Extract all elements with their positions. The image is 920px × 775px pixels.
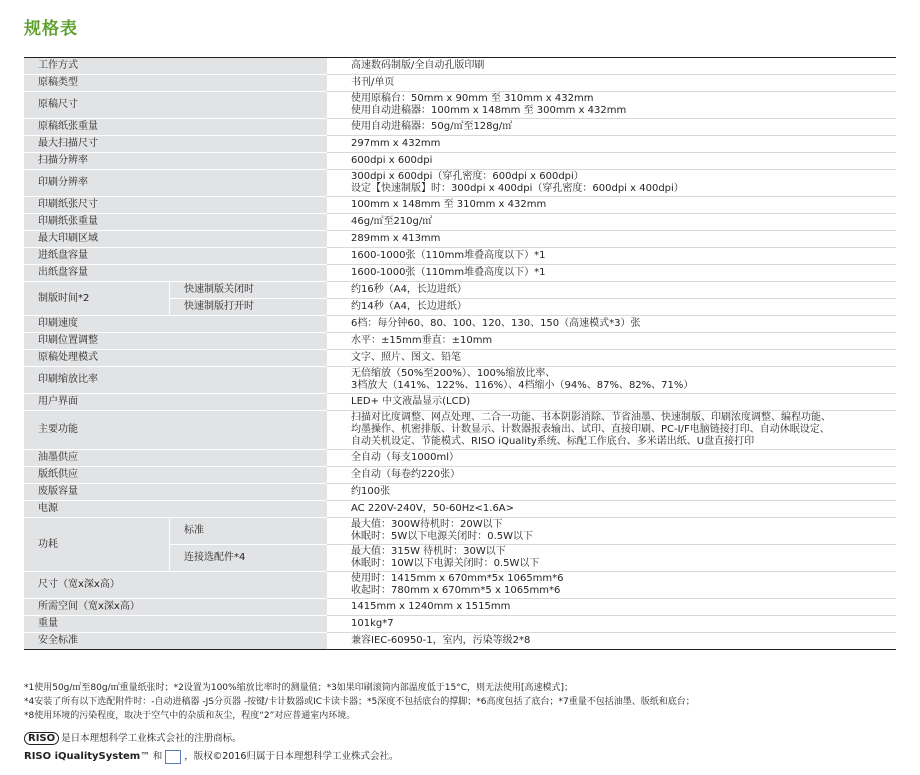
spec-row bbox=[24, 136, 896, 153]
spec-label: 所需空间（宽x深x高） bbox=[24, 599, 327, 616]
spec-value bbox=[327, 299, 896, 316]
spec-value bbox=[327, 153, 896, 170]
spec-value-line: 文字、照片、图文、铅笔 bbox=[351, 352, 461, 363]
spec-label: 安全标准 bbox=[24, 633, 327, 650]
spec-value bbox=[327, 572, 896, 599]
riso-logo: RISO bbox=[24, 732, 59, 745]
spec-label: 工作方式 bbox=[24, 58, 327, 75]
spec-value-line: 约14秒（A4，长边进纸） bbox=[351, 301, 467, 312]
spec-label: 最大扫描尺寸 bbox=[24, 136, 327, 153]
spec-row bbox=[24, 616, 896, 633]
spec-value bbox=[327, 265, 896, 282]
spec-row bbox=[24, 572, 896, 599]
spec-row bbox=[24, 282, 896, 299]
spec-row bbox=[24, 350, 896, 367]
spec-label: 进纸盘容量 bbox=[24, 248, 327, 265]
spec-row bbox=[24, 501, 896, 518]
spec-value-line: 约100张 bbox=[351, 486, 391, 497]
footnote-line: *8使用环境的污染程度，取决于空气中的杂质和灰尘，程度“2”对应普通室内环境。 bbox=[24, 711, 356, 721]
spec-value bbox=[327, 119, 896, 136]
spec-row bbox=[24, 248, 896, 265]
spec-label: 印刷纸张尺寸 bbox=[24, 197, 327, 214]
spec-value-line: 全自动（每卷约220张） bbox=[351, 469, 461, 480]
spec-value bbox=[327, 467, 896, 484]
spec-row bbox=[24, 119, 896, 136]
spec-label: 功耗 bbox=[24, 518, 170, 572]
spec-value bbox=[327, 333, 896, 350]
spec-row bbox=[24, 153, 896, 170]
spec-label: 尺寸（宽x深x高） bbox=[24, 572, 327, 599]
spec-sublabel: 标准 bbox=[170, 518, 328, 545]
spec-label: 印刷分辨率 bbox=[24, 170, 327, 197]
spec-row bbox=[24, 197, 896, 214]
spec-value bbox=[327, 58, 896, 75]
spec-value-line: 设定【快速制版】时：300dpi x 400dpi（穿孔密度：600dpi x 400dpi） bbox=[351, 183, 684, 194]
spec-value bbox=[327, 633, 896, 650]
spec-value bbox=[327, 501, 896, 518]
spec-value bbox=[327, 136, 896, 153]
spec-value-line: 书刊/单页 bbox=[351, 77, 395, 88]
spec-row bbox=[24, 484, 896, 501]
spec-value-line: 使用时：1415mm x 670mm*5x 1065mm*6 bbox=[351, 573, 564, 584]
spec-value bbox=[327, 484, 896, 501]
spec-label: 出纸盘容量 bbox=[24, 265, 327, 282]
spec-value-line: 约16秒（A4，长边进纸） bbox=[351, 284, 467, 295]
spec-row bbox=[24, 518, 896, 545]
spec-value-line: 600dpi x 600dpi bbox=[351, 155, 433, 166]
spec-value bbox=[327, 197, 896, 214]
footnote-line: *4安装了所有以下选配附件时：-自动进稿器 -JS分页器 -按键/卡计数器或IC卡读卡器；*5深度不包括底台的撑脚；*6高度包括了底台；*7重量不包括油墨、版纸和底台； bbox=[24, 697, 695, 707]
spec-label: 印刷缩放比率 bbox=[24, 367, 327, 394]
spec-value-line: 使用原稿台：50mm x 90mm 至 310mm x 432mm bbox=[351, 93, 594, 104]
spec-value-line: 6档：每分钟60、80、100、120、130、150（高速模式*3）张 bbox=[351, 318, 641, 329]
spec-value bbox=[327, 367, 896, 394]
spec-value bbox=[327, 92, 896, 119]
spec-value bbox=[327, 282, 896, 299]
spec-label: 原稿处理模式 bbox=[24, 350, 327, 367]
spec-value-line: 3档放大（141%、122%、116%）、4档缩小（94%、87%、82%、71%） bbox=[351, 380, 694, 391]
spec-table bbox=[24, 57, 896, 650]
footnote-line: *1使用50g/㎡至80g/㎡重量纸张时；*2设置为100%缩放比率时的测量值；*3如果印刷滚筒内部温度低于15°C，则无法使用[高速模式]； bbox=[24, 683, 574, 693]
spec-value-line: 1600-1000张（110mm堆叠高度以下）*1 bbox=[351, 250, 546, 261]
spec-row bbox=[24, 316, 896, 333]
spec-value-line: 均墨操作、机密排版、计数显示、计数器报表输出、试印、直接印刷、PC-I/F电脑链接打印、自动休眠设定、 bbox=[351, 424, 830, 435]
spec-sublabel: 连接选配件*4 bbox=[170, 545, 328, 572]
spec-label: 版纸供应 bbox=[24, 467, 327, 484]
spec-label: 原稿尺寸 bbox=[24, 92, 327, 119]
and-text: 和 bbox=[152, 751, 163, 762]
spec-row bbox=[24, 214, 896, 231]
trademark-text: 是日本理想科学工业株式会社的注册商标。 bbox=[61, 733, 242, 744]
spec-row bbox=[24, 394, 896, 411]
spec-value bbox=[327, 411, 896, 450]
spec-row bbox=[24, 633, 896, 650]
spec-label: 电源 bbox=[24, 501, 327, 518]
spec-row bbox=[24, 58, 896, 75]
spec-value-line: 使用自动进稿器：50g/㎡至128g/㎡ bbox=[351, 121, 513, 132]
spec-value-line: 101kg*7 bbox=[351, 618, 394, 629]
spec-value-line: 289mm x 413mm bbox=[351, 233, 441, 244]
spec-value bbox=[327, 248, 896, 265]
spec-sublabel: 快速制版关闭时 bbox=[170, 282, 328, 299]
spec-label: 扫描分辨率 bbox=[24, 153, 327, 170]
spec-row bbox=[24, 170, 896, 197]
spec-value bbox=[327, 518, 896, 545]
trademark-line bbox=[24, 730, 398, 748]
spec-value-line: 兼容IEC-60950-1，室内，污染等级2*8 bbox=[351, 635, 531, 646]
spec-row bbox=[24, 265, 896, 282]
copyright-text: ，版权©2016归属于日本理想科学工业株式会社。 bbox=[184, 751, 399, 762]
spec-label: 制版时间*2 bbox=[24, 282, 170, 316]
spec-value-line: 使用自动进稿器：100mm x 148mm 至 300mm x 432mm bbox=[351, 105, 627, 116]
spec-row bbox=[24, 467, 896, 484]
spec-row bbox=[24, 599, 896, 616]
spec-label: 最大印刷区域 bbox=[24, 231, 327, 248]
spec-label: 废版容量 bbox=[24, 484, 327, 501]
spec-label: 印刷速度 bbox=[24, 316, 327, 333]
spec-value-line: 297mm x 432mm bbox=[351, 138, 441, 149]
spec-label: 印刷纸张重量 bbox=[24, 214, 327, 231]
spec-value-line: 无倍缩放（50%至200%）、100%缩放比率、 bbox=[351, 368, 556, 379]
spec-value-line: 高速数码制版/全自动孔版印刷 bbox=[351, 60, 485, 71]
spec-sublabel: 快速制版打开时 bbox=[170, 299, 328, 316]
spec-row bbox=[24, 411, 896, 450]
spec-row bbox=[24, 75, 896, 92]
spec-value-line: LED+ 中文液晶显示(LCD) bbox=[351, 396, 471, 407]
spec-row bbox=[24, 92, 896, 119]
spec-value bbox=[327, 450, 896, 467]
spec-value bbox=[327, 75, 896, 92]
spec-value bbox=[327, 545, 896, 572]
spec-label: 用户界面 bbox=[24, 394, 327, 411]
spec-value-line: 1415mm x 1240mm x 1515mm bbox=[351, 601, 511, 612]
spec-label: 原稿类型 bbox=[24, 75, 327, 92]
footer bbox=[24, 730, 398, 766]
spec-value bbox=[327, 599, 896, 616]
spec-value-line: 收起时：780mm x 670mm*5 x 1065mm*6 bbox=[351, 585, 561, 596]
spec-value-line: 46g/㎡至210g/㎡ bbox=[351, 216, 433, 227]
spec-value-line: 休眠时：10W以下电源关闭时：0.5W以下 bbox=[351, 558, 540, 569]
spec-value bbox=[327, 170, 896, 197]
trademark-icon bbox=[165, 750, 181, 764]
spec-value-line: 最大值：300W待机时：20W以下 bbox=[351, 519, 503, 530]
spec-value-line: 水平：±15mm垂直：±10mm bbox=[351, 335, 493, 346]
iquality-brand: RISO iQualitySystem bbox=[24, 751, 141, 762]
spec-label: 印刷位置调整 bbox=[24, 333, 327, 350]
spec-value-line: 最大值：315W 待机时：30W以下 bbox=[351, 546, 506, 557]
spec-value bbox=[327, 616, 896, 633]
copyright-line bbox=[24, 748, 398, 766]
spec-value-line: 自动关机设定、节能模式、RISO iQuality系统、标配工作底台、多米诺出纸、U盘直接打印 bbox=[351, 436, 755, 447]
spec-value-line: 1600-1000张（110mm堆叠高度以下）*1 bbox=[351, 267, 546, 278]
spec-value-line: 300dpi x 600dpi（穿孔密度：600dpi x 600dpi） bbox=[351, 171, 584, 182]
spec-label: 重量 bbox=[24, 616, 327, 633]
spec-value-line: AC 220V-240V，50-60Hz<1.6A> bbox=[351, 503, 515, 514]
spec-value-line: 100mm x 148mm 至 310mm x 432mm bbox=[351, 199, 547, 210]
spec-label: 主要功能 bbox=[24, 411, 327, 450]
spec-value bbox=[327, 231, 896, 248]
spec-label: 原稿纸张重量 bbox=[24, 119, 327, 136]
footnotes bbox=[24, 681, 695, 723]
spec-value bbox=[327, 350, 896, 367]
spec-value-line: 休眠时：5W以下电源关闭时：0.5W以下 bbox=[351, 531, 534, 542]
page-title: 规格表 bbox=[24, 19, 78, 39]
spec-value bbox=[327, 214, 896, 231]
spec-row bbox=[24, 367, 896, 394]
spec-value-line: 全自动（每支1000ml） bbox=[351, 452, 459, 463]
spec-label: 油墨供应 bbox=[24, 450, 327, 467]
spec-value bbox=[327, 394, 896, 411]
spec-row bbox=[24, 231, 896, 248]
spec-row bbox=[24, 333, 896, 350]
spec-value-line: 扫描对比度调整、网点处理、二合一功能、书本阴影消除、节省油墨、快速制版、印刷浓度调整、编程功能、 bbox=[351, 412, 831, 423]
tm-mark: ™ bbox=[140, 751, 150, 762]
spec-row bbox=[24, 450, 896, 467]
spec-value bbox=[327, 316, 896, 333]
